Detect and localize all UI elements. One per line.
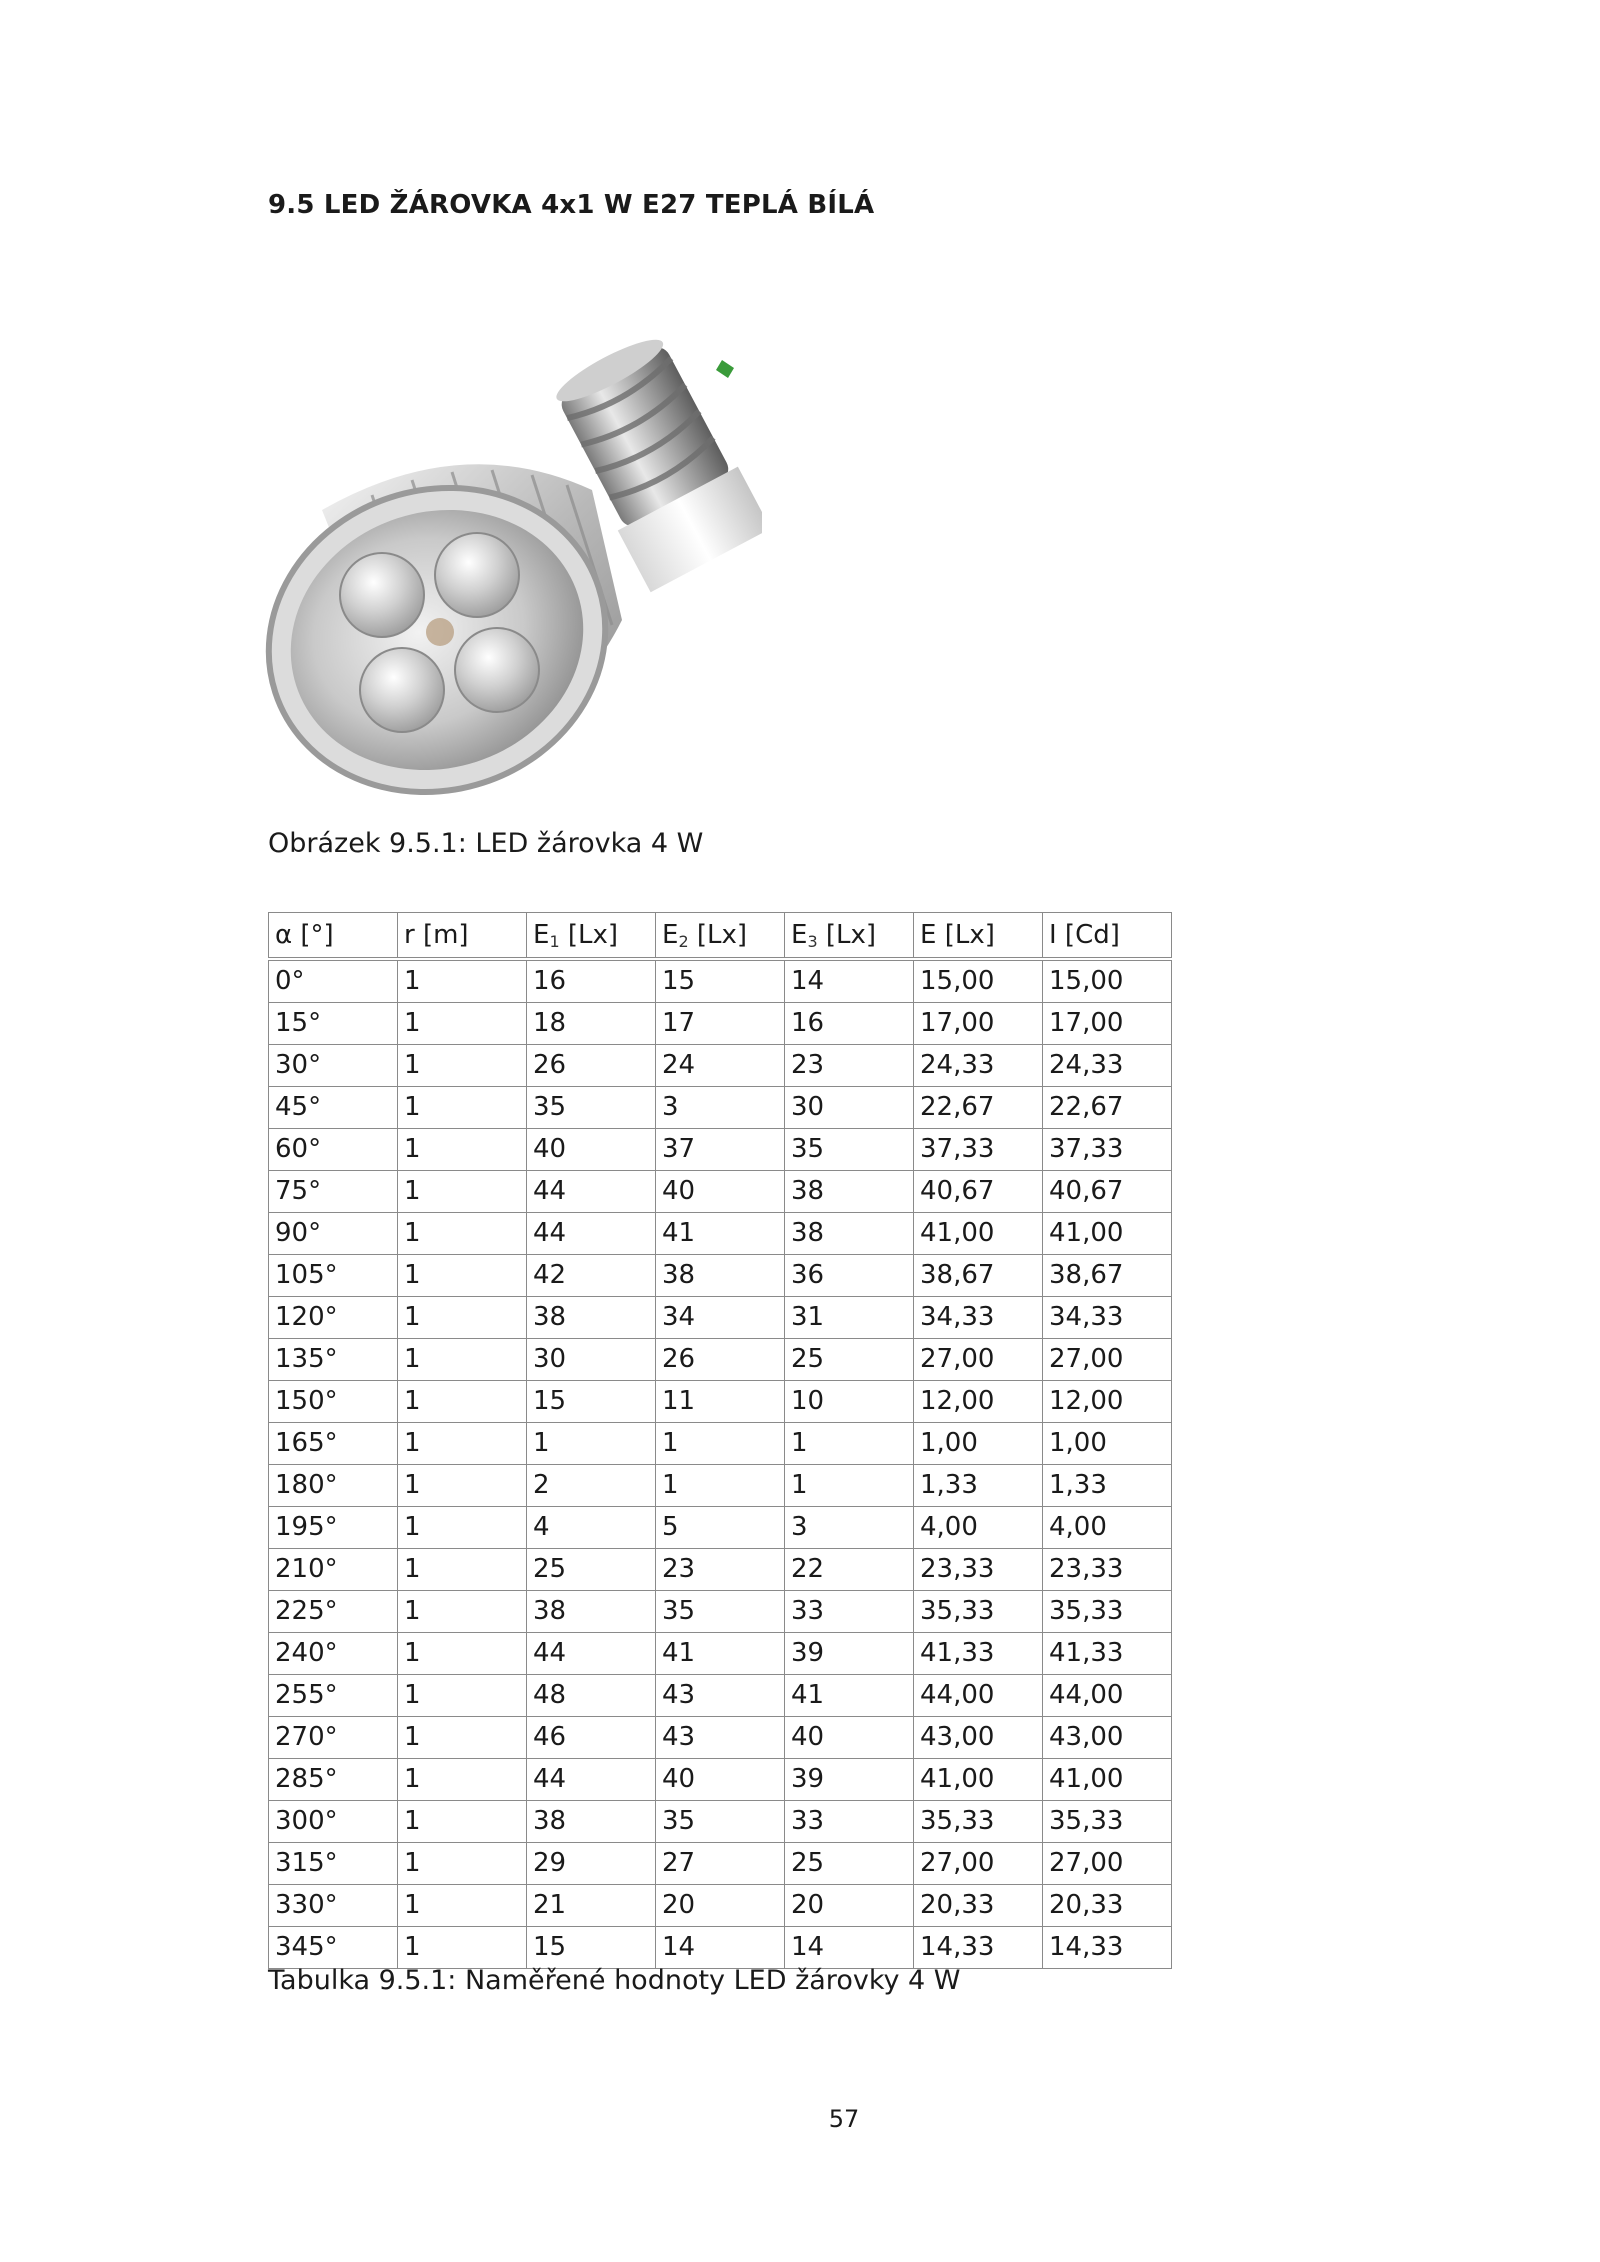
table-cell: 210°: [269, 1549, 398, 1591]
table-cell: 300°: [269, 1801, 398, 1843]
table-cell: 39: [785, 1759, 914, 1801]
table-cell: 44: [527, 1171, 656, 1213]
column-header-label: E [Lx]: [920, 920, 995, 950]
table-cell: 1: [398, 1045, 527, 1087]
table-cell: 44: [527, 1633, 656, 1675]
table-row: [269, 1885, 1172, 1927]
table-cell: 44,00: [1043, 1675, 1172, 1717]
table-cell: 17,00: [1043, 1003, 1172, 1045]
table-cell: 195°: [269, 1507, 398, 1549]
table-cell: 285°: [269, 1759, 398, 1801]
table-cell: 35: [785, 1129, 914, 1171]
table-cell: 5: [656, 1507, 785, 1549]
table-cell: 240°: [269, 1633, 398, 1675]
table-cell: 1: [398, 1423, 527, 1465]
table-cell: 1: [398, 1507, 527, 1549]
table-cell: 10: [785, 1381, 914, 1423]
table-cell: 1: [398, 1465, 527, 1507]
table-cell: 38: [656, 1255, 785, 1297]
column-header-label: α [°]: [275, 920, 334, 950]
table-cell: 1: [785, 1465, 914, 1507]
table-cell: 1: [398, 1339, 527, 1381]
table-row: [269, 1801, 1172, 1843]
table-cell: 1: [398, 1213, 527, 1255]
table-cell: 14: [785, 959, 914, 1003]
table-cell: 150°: [269, 1381, 398, 1423]
column-header-unit: [Lx]: [688, 920, 748, 950]
table-cell: 20,33: [1043, 1885, 1172, 1927]
table-cell: 16: [527, 959, 656, 1003]
led-bulb-photo: [262, 320, 762, 810]
table-cell: 33: [785, 1801, 914, 1843]
table-cell: 180°: [269, 1465, 398, 1507]
table-cell: 35: [656, 1591, 785, 1633]
table-cell: 14: [656, 1927, 785, 1969]
table-cell: 3: [656, 1087, 785, 1129]
table-cell: 27,00: [1043, 1843, 1172, 1885]
table-cell: 30: [527, 1339, 656, 1381]
table-cell: 1: [398, 1381, 527, 1423]
table-cell: 41: [785, 1675, 914, 1717]
table-cell: 37,33: [1043, 1129, 1172, 1171]
table-cell: 1: [398, 1927, 527, 1969]
table-body: [269, 959, 1172, 1969]
table-cell: 15: [527, 1381, 656, 1423]
table-row: [269, 1675, 1172, 1717]
table-cell: 37,33: [914, 1129, 1043, 1171]
table-cell: 1,00: [914, 1423, 1043, 1465]
table-cell: 41,00: [1043, 1759, 1172, 1801]
table-cell: 17: [656, 1003, 785, 1045]
table-row: [269, 1507, 1172, 1549]
table-cell: 75°: [269, 1171, 398, 1213]
table-cell: 165°: [269, 1423, 398, 1465]
table-row: [269, 1927, 1172, 1969]
table-cell: 15°: [269, 1003, 398, 1045]
table-cell: 22,67: [1043, 1087, 1172, 1129]
table-cell: 43: [656, 1675, 785, 1717]
table-cell: 1: [398, 959, 527, 1003]
column-header: [269, 913, 398, 960]
table-cell: 30°: [269, 1045, 398, 1087]
table-cell: 38: [527, 1297, 656, 1339]
table-row: [269, 1465, 1172, 1507]
table-cell: 23: [785, 1045, 914, 1087]
table-cell: 34: [656, 1297, 785, 1339]
table-cell: 0°: [269, 959, 398, 1003]
table-cell: 17,00: [914, 1003, 1043, 1045]
table-cell: 38: [527, 1591, 656, 1633]
table-row: [269, 1759, 1172, 1801]
table-cell: 40: [656, 1759, 785, 1801]
table-row: [269, 959, 1172, 1003]
table-cell: 41,33: [1043, 1633, 1172, 1675]
table-cell: 11: [656, 1381, 785, 1423]
table-cell: 14: [785, 1927, 914, 1969]
table-row: [269, 1213, 1172, 1255]
table-cell: 60°: [269, 1129, 398, 1171]
table-cell: 15,00: [1043, 959, 1172, 1003]
table-row: [269, 1381, 1172, 1423]
table-cell: 16: [785, 1003, 914, 1045]
table-cell: 21: [527, 1885, 656, 1927]
table-cell: 34,33: [914, 1297, 1043, 1339]
table-cell: 24,33: [1043, 1045, 1172, 1087]
column-header-subscript: 1: [549, 932, 560, 951]
table-row: [269, 1297, 1172, 1339]
table-row: [269, 1045, 1172, 1087]
table-cell: 23: [656, 1549, 785, 1591]
table-cell: 35,33: [1043, 1591, 1172, 1633]
table-cell: 1: [398, 1843, 527, 1885]
table-cell: 120°: [269, 1297, 398, 1339]
column-header-subscript: 2: [678, 932, 689, 951]
table-cell: 4,00: [1043, 1507, 1172, 1549]
table-cell: 35,33: [1043, 1801, 1172, 1843]
table-cell: 44: [527, 1759, 656, 1801]
table-cell: 23,33: [914, 1549, 1043, 1591]
table-cell: 25: [527, 1549, 656, 1591]
table-cell: 33: [785, 1591, 914, 1633]
table-cell: 1: [398, 1549, 527, 1591]
table-cell: 4,00: [914, 1507, 1043, 1549]
table-cell: 1: [398, 1885, 527, 1927]
table-cell: 38: [527, 1801, 656, 1843]
table-cell: 1: [398, 1003, 527, 1045]
table-cell: 23,33: [1043, 1549, 1172, 1591]
table-cell: 26: [527, 1045, 656, 1087]
column-header-label: I [Cd]: [1049, 920, 1120, 950]
column-header: [785, 913, 914, 960]
table-cell: 15: [527, 1927, 656, 1969]
table-cell: 38: [785, 1171, 914, 1213]
table-cell: 14,33: [914, 1927, 1043, 1969]
table-cell: 1: [398, 1087, 527, 1129]
table-cell: 1: [527, 1423, 656, 1465]
table-cell: 1: [398, 1801, 527, 1843]
table-row: [269, 1591, 1172, 1633]
table-cell: 41,33: [914, 1633, 1043, 1675]
table-cell: 345°: [269, 1927, 398, 1969]
table-cell: 46: [527, 1717, 656, 1759]
table-cell: 42: [527, 1255, 656, 1297]
column-header-label: r [m]: [404, 920, 469, 950]
table-cell: 1: [656, 1465, 785, 1507]
table-cell: 1: [398, 1171, 527, 1213]
table-cell: 25: [785, 1339, 914, 1381]
table-row: [269, 1003, 1172, 1045]
column-header-subscript: 3: [807, 932, 818, 951]
table-cell: 25: [785, 1843, 914, 1885]
table-row: [269, 1843, 1172, 1885]
table-cell: 20,33: [914, 1885, 1043, 1927]
table-cell: 1: [656, 1423, 785, 1465]
column-header-label: E: [791, 920, 808, 950]
table-cell: 270°: [269, 1717, 398, 1759]
column-header-unit: [Lx]: [559, 920, 619, 950]
table-cell: 41: [656, 1213, 785, 1255]
table-cell: 330°: [269, 1885, 398, 1927]
table-cell: 41: [656, 1633, 785, 1675]
table-cell: 24: [656, 1045, 785, 1087]
table-cell: 14,33: [1043, 1927, 1172, 1969]
table-cell: 43,00: [1043, 1717, 1172, 1759]
table-cell: 1: [398, 1675, 527, 1717]
table-cell: 41,00: [914, 1759, 1043, 1801]
table-cell: 35: [656, 1801, 785, 1843]
table-cell: 35,33: [914, 1801, 1043, 1843]
table-cell: 41,00: [1043, 1213, 1172, 1255]
table-row: [269, 1129, 1172, 1171]
table-row: [269, 1423, 1172, 1465]
table-cell: 12,00: [1043, 1381, 1172, 1423]
table-cell: 22: [785, 1549, 914, 1591]
table-cell: 1: [398, 1759, 527, 1801]
table-cell: 31: [785, 1297, 914, 1339]
table-cell: 30: [785, 1087, 914, 1129]
table-cell: 255°: [269, 1675, 398, 1717]
table-cell: 27,00: [1043, 1339, 1172, 1381]
table-cell: 4: [527, 1507, 656, 1549]
table-row: [269, 1339, 1172, 1381]
table-cell: 15: [656, 959, 785, 1003]
table-cell: 15,00: [914, 959, 1043, 1003]
table-header: [269, 913, 1172, 960]
column-header-unit: [Lx]: [817, 920, 877, 950]
table-cell: 1: [398, 1717, 527, 1759]
table-cell: 43,00: [914, 1717, 1043, 1759]
table-cell: 35: [527, 1087, 656, 1129]
table-cell: 38: [785, 1213, 914, 1255]
table-cell: 37: [656, 1129, 785, 1171]
table-cell: 40,67: [914, 1171, 1043, 1213]
table-cell: 38,67: [914, 1255, 1043, 1297]
column-header: [527, 913, 656, 960]
table-cell: 1,33: [914, 1465, 1043, 1507]
table-cell: 135°: [269, 1339, 398, 1381]
table-cell: 26: [656, 1339, 785, 1381]
table-cell: 43: [656, 1717, 785, 1759]
table-cell: 35,33: [914, 1591, 1043, 1633]
table-cell: 39: [785, 1633, 914, 1675]
column-header-label: E: [662, 920, 679, 950]
column-header: [914, 913, 1043, 960]
page-number: 57: [828, 2105, 860, 2133]
table-cell: 40,67: [1043, 1171, 1172, 1213]
table-cell: 12,00: [914, 1381, 1043, 1423]
table-row: [269, 1717, 1172, 1759]
table-cell: 40: [656, 1171, 785, 1213]
header-row: [269, 913, 1172, 960]
table-cell: 27,00: [914, 1843, 1043, 1885]
table-cell: 27: [656, 1843, 785, 1885]
column-header: [398, 913, 527, 960]
table-cell: 1: [398, 1297, 527, 1339]
measurement-table: [268, 912, 1172, 1969]
table-cell: 1: [785, 1423, 914, 1465]
table-row: [269, 1633, 1172, 1675]
table-row: [269, 1255, 1172, 1297]
column-header: [1043, 913, 1172, 960]
table-cell: 40: [527, 1129, 656, 1171]
table-row: [269, 1171, 1172, 1213]
table-cell: 1: [398, 1129, 527, 1171]
table-cell: 1: [398, 1255, 527, 1297]
table-cell: 36: [785, 1255, 914, 1297]
table-caption: Tabulka 9.5.1: Naměřené hodnoty LED žárovky 4 W: [268, 1965, 961, 1996]
table-cell: 45°: [269, 1087, 398, 1129]
table-cell: 29: [527, 1843, 656, 1885]
table-cell: 315°: [269, 1843, 398, 1885]
table-cell: 40: [785, 1717, 914, 1759]
table-cell: 44,00: [914, 1675, 1043, 1717]
table-cell: 225°: [269, 1591, 398, 1633]
table-cell: 2: [527, 1465, 656, 1507]
table-cell: 1,33: [1043, 1465, 1172, 1507]
table-cell: 27,00: [914, 1339, 1043, 1381]
table-cell: 3: [785, 1507, 914, 1549]
column-header-label: E: [533, 920, 550, 950]
table-cell: 20: [656, 1885, 785, 1927]
table-cell: 1: [398, 1633, 527, 1675]
section-heading: 9.5 LED ŽÁROVKA 4x1 W E27 TEPLÁ BÍLÁ: [268, 190, 875, 220]
table-cell: 1,00: [1043, 1423, 1172, 1465]
table-cell: 38,67: [1043, 1255, 1172, 1297]
table-cell: 22,67: [914, 1087, 1043, 1129]
table-cell: 20: [785, 1885, 914, 1927]
table-cell: 90°: [269, 1213, 398, 1255]
table-row: [269, 1549, 1172, 1591]
table-cell: 41,00: [914, 1213, 1043, 1255]
figure-caption: Obrázek 9.5.1: LED žárovka 4 W: [268, 828, 704, 859]
table-cell: 1: [398, 1591, 527, 1633]
column-header: [656, 913, 785, 960]
table-cell: 24,33: [914, 1045, 1043, 1087]
table-cell: 18: [527, 1003, 656, 1045]
table-cell: 48: [527, 1675, 656, 1717]
table-cell: 34,33: [1043, 1297, 1172, 1339]
table-cell: 105°: [269, 1255, 398, 1297]
table-cell: 44: [527, 1213, 656, 1255]
table-row: [269, 1087, 1172, 1129]
